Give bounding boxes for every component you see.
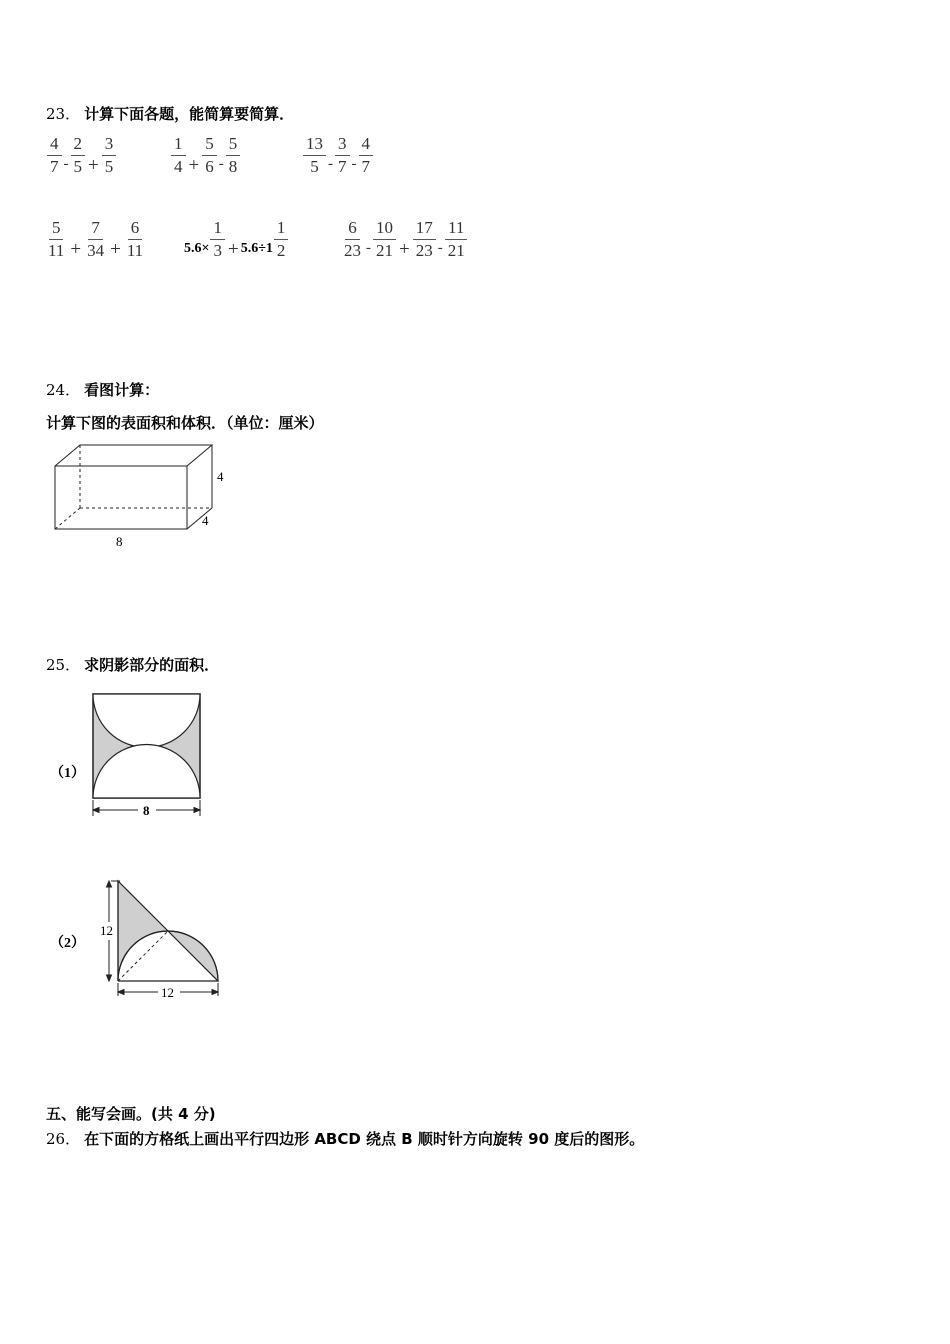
fraction: $\frac{4}{7}$ (47, 134, 62, 177)
operator: + (188, 154, 200, 176)
operator: - (63, 156, 69, 172)
operator: - (218, 156, 224, 172)
cuboid-front-face (55, 466, 187, 529)
q23-expr-2 (170, 134, 241, 177)
shaded-figure-2 (98, 876, 228, 1006)
operator: - (437, 240, 443, 256)
arrow-right-icon (212, 990, 218, 995)
q23-number: 23． (46, 105, 81, 123)
q26-number: 26． (46, 1130, 81, 1148)
expression-text: 5.6× (184, 240, 210, 256)
operator: - (366, 240, 371, 256)
q23-expr-4 (44, 218, 147, 261)
q25-heading (46, 654, 219, 675)
fraction: $\frac{17}{23}$ (413, 218, 436, 261)
cuboid-top-face (55, 445, 212, 466)
operator: - (351, 156, 357, 172)
arrow-up-icon (107, 881, 112, 887)
cuboid-figure (46, 440, 246, 552)
q23-expr-1 (46, 134, 117, 177)
operator: + (110, 238, 121, 260)
operator: + (70, 238, 82, 260)
arrow-left-icon (93, 808, 99, 813)
fraction: $\frac{3}{5}$ (102, 134, 117, 177)
q23-heading (46, 103, 294, 124)
fraction: $\frac{1}{3}$ (210, 218, 225, 261)
expression-text: 5.6÷1 (240, 240, 273, 256)
fraction: $\frac{6}{23}$ (344, 218, 361, 260)
fraction: $\frac{5}{11}$ (48, 218, 65, 260)
arrow-down-icon (107, 975, 112, 981)
q24-number: 24． (46, 381, 81, 399)
hidden-edge (55, 508, 80, 529)
q24-heading (46, 379, 159, 400)
q23-expr-5 (184, 218, 289, 261)
fraction: $\frac{10}{21}$ (373, 218, 396, 261)
fig1-width-label: 8 (143, 803, 150, 818)
fraction: $\frac{3}{7}$ (335, 134, 350, 177)
fig2-label: （2） (50, 936, 85, 951)
shaded-region-right (168, 931, 218, 981)
fraction: $\frac{1}{4}$ (171, 134, 186, 177)
q25-number: 25． (46, 656, 81, 674)
fraction: $\frac{6}{11}$ (126, 218, 144, 260)
cuboid-height-label: 4 (217, 469, 224, 484)
fraction: $\frac{11}{21}$ (445, 218, 468, 261)
cuboid-length-label: 8 (116, 534, 123, 549)
q25-title: 求阴影部分的面积． (84, 656, 220, 674)
fraction: $\frac{2}{5}$ (71, 134, 86, 177)
q23-title: 计算下面各题，能简算要简算． (84, 105, 295, 123)
q23-expr-3 (302, 134, 374, 177)
fraction: $\frac{4}{7}$ (359, 134, 374, 177)
arrow-right-icon (194, 808, 200, 813)
fraction: $\frac{5}{8}$ (226, 134, 241, 177)
shaded-figure-1 (88, 690, 208, 820)
fig1-label: （1） (50, 766, 85, 781)
fig2-width-label: 12 (161, 985, 174, 1000)
fraction: $\frac{5}{6}$ (202, 134, 217, 177)
q24-subtitle: 计算下图的表面积和体积．（单位：厘米） (46, 414, 324, 432)
operator: + (227, 238, 239, 260)
fraction: $\frac{7}{34}$ (87, 218, 105, 260)
fraction: $\frac{13}{5}$ (303, 134, 326, 177)
q24-title: 看图计算： (84, 381, 160, 399)
cuboid-depth-label: 4 (202, 513, 209, 528)
operator: + (88, 154, 99, 176)
fraction: $\frac{1}{2}$ (274, 218, 289, 261)
operator: - (328, 156, 333, 172)
fig2-height-label: 12 (100, 923, 113, 938)
q26-title: 在下面的方格纸上画出平行四边形 ABCD 绕点 B 顺时针方向旋转 90 度后的图形。 (84, 1130, 645, 1148)
arrow-left-icon (118, 990, 124, 995)
q26-heading (46, 1128, 644, 1149)
q23-expr-6 (340, 218, 469, 261)
section-5-heading: 五、能写会画。(共 4 分) (46, 1105, 216, 1123)
operator: + (399, 238, 410, 260)
